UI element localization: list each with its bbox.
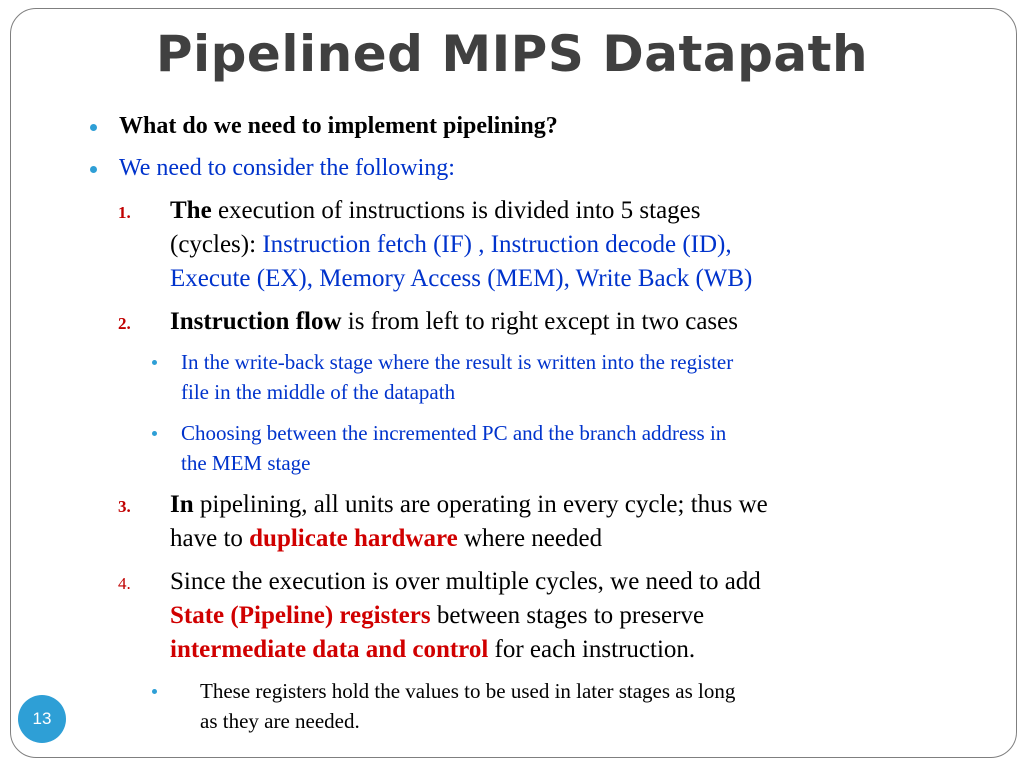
item-4-sub-1-b: as they are needed. (200, 709, 360, 733)
item-2-sub-2-a: Choosing between the incremented PC and the branch address in (181, 421, 727, 445)
item-4-text-c: for each instruction. (488, 636, 696, 663)
bullet-consider: We need to consider the following: (119, 155, 455, 181)
item-2-line-1 (170, 305, 738, 339)
item-3-text-a: pipelining, all units are operating in every cycle; thus we (193, 491, 768, 518)
item-2-sub-1-a: In the write-back stage where the result is written into the register (181, 350, 734, 374)
list-number-4: 4. (118, 574, 131, 593)
item-1-line-2 (170, 228, 732, 262)
bullet-dot (90, 124, 97, 131)
item-1-stages-a: Instruction fetch (IF) , Instruction decode (ID), (262, 231, 732, 258)
item-3-line-2 (170, 522, 602, 556)
sub-bullet-dot (152, 689, 157, 694)
list-number-1: 1. (118, 203, 131, 222)
item-4-line-2 (170, 599, 704, 633)
item-2-sub-2-b: the MEM stage (181, 451, 311, 475)
item-3-line-1 (170, 488, 768, 522)
item-4-text-a: Since the execution is over multiple cycles, we need to add (170, 568, 761, 595)
item-1-stages-b: Execute (EX), Memory Access (MEM), Write Back (WB) (170, 265, 753, 292)
item-4-red-b: intermediate data and control (170, 636, 489, 663)
item-4-line-3 (170, 633, 695, 667)
slide-title: Pipelined MIPS Datapath (155, 25, 869, 83)
item-3-red: duplicate hardware (249, 525, 458, 552)
list-number-2: 2. (118, 314, 131, 333)
bullet-dot (90, 166, 97, 173)
item-3-bold: In (170, 491, 194, 518)
item-2-text: is from left to right except in two cases (341, 308, 738, 335)
bullet-question: What do we need to implement pipelining? (119, 113, 558, 139)
sub-bullet-dot (152, 360, 157, 365)
item-4-red-a: State (Pipeline) registers (170, 602, 431, 629)
page-number-badge: 13 (18, 695, 66, 743)
item-4-text-b: between stages to preserve (430, 602, 705, 629)
item-4-sub-1-a: These registers hold the values to be used in later stages as long (200, 679, 736, 703)
item-1-bold: The (170, 197, 212, 224)
item-1-text-a: execution of instructions is divided into 5 stages (211, 197, 701, 224)
item-2-sub-1-b: file in the middle of the datapath (181, 380, 456, 404)
item-1-line-1 (170, 194, 701, 228)
sub-bullet-dot (152, 431, 157, 436)
item-3-text-b: have to (170, 525, 250, 552)
list-number-3: 3. (118, 497, 131, 516)
item-2-bold: Instruction flow (170, 308, 342, 335)
item-3-text-c: where needed (457, 525, 603, 552)
item-1-text-b: (cycles): (170, 231, 263, 258)
